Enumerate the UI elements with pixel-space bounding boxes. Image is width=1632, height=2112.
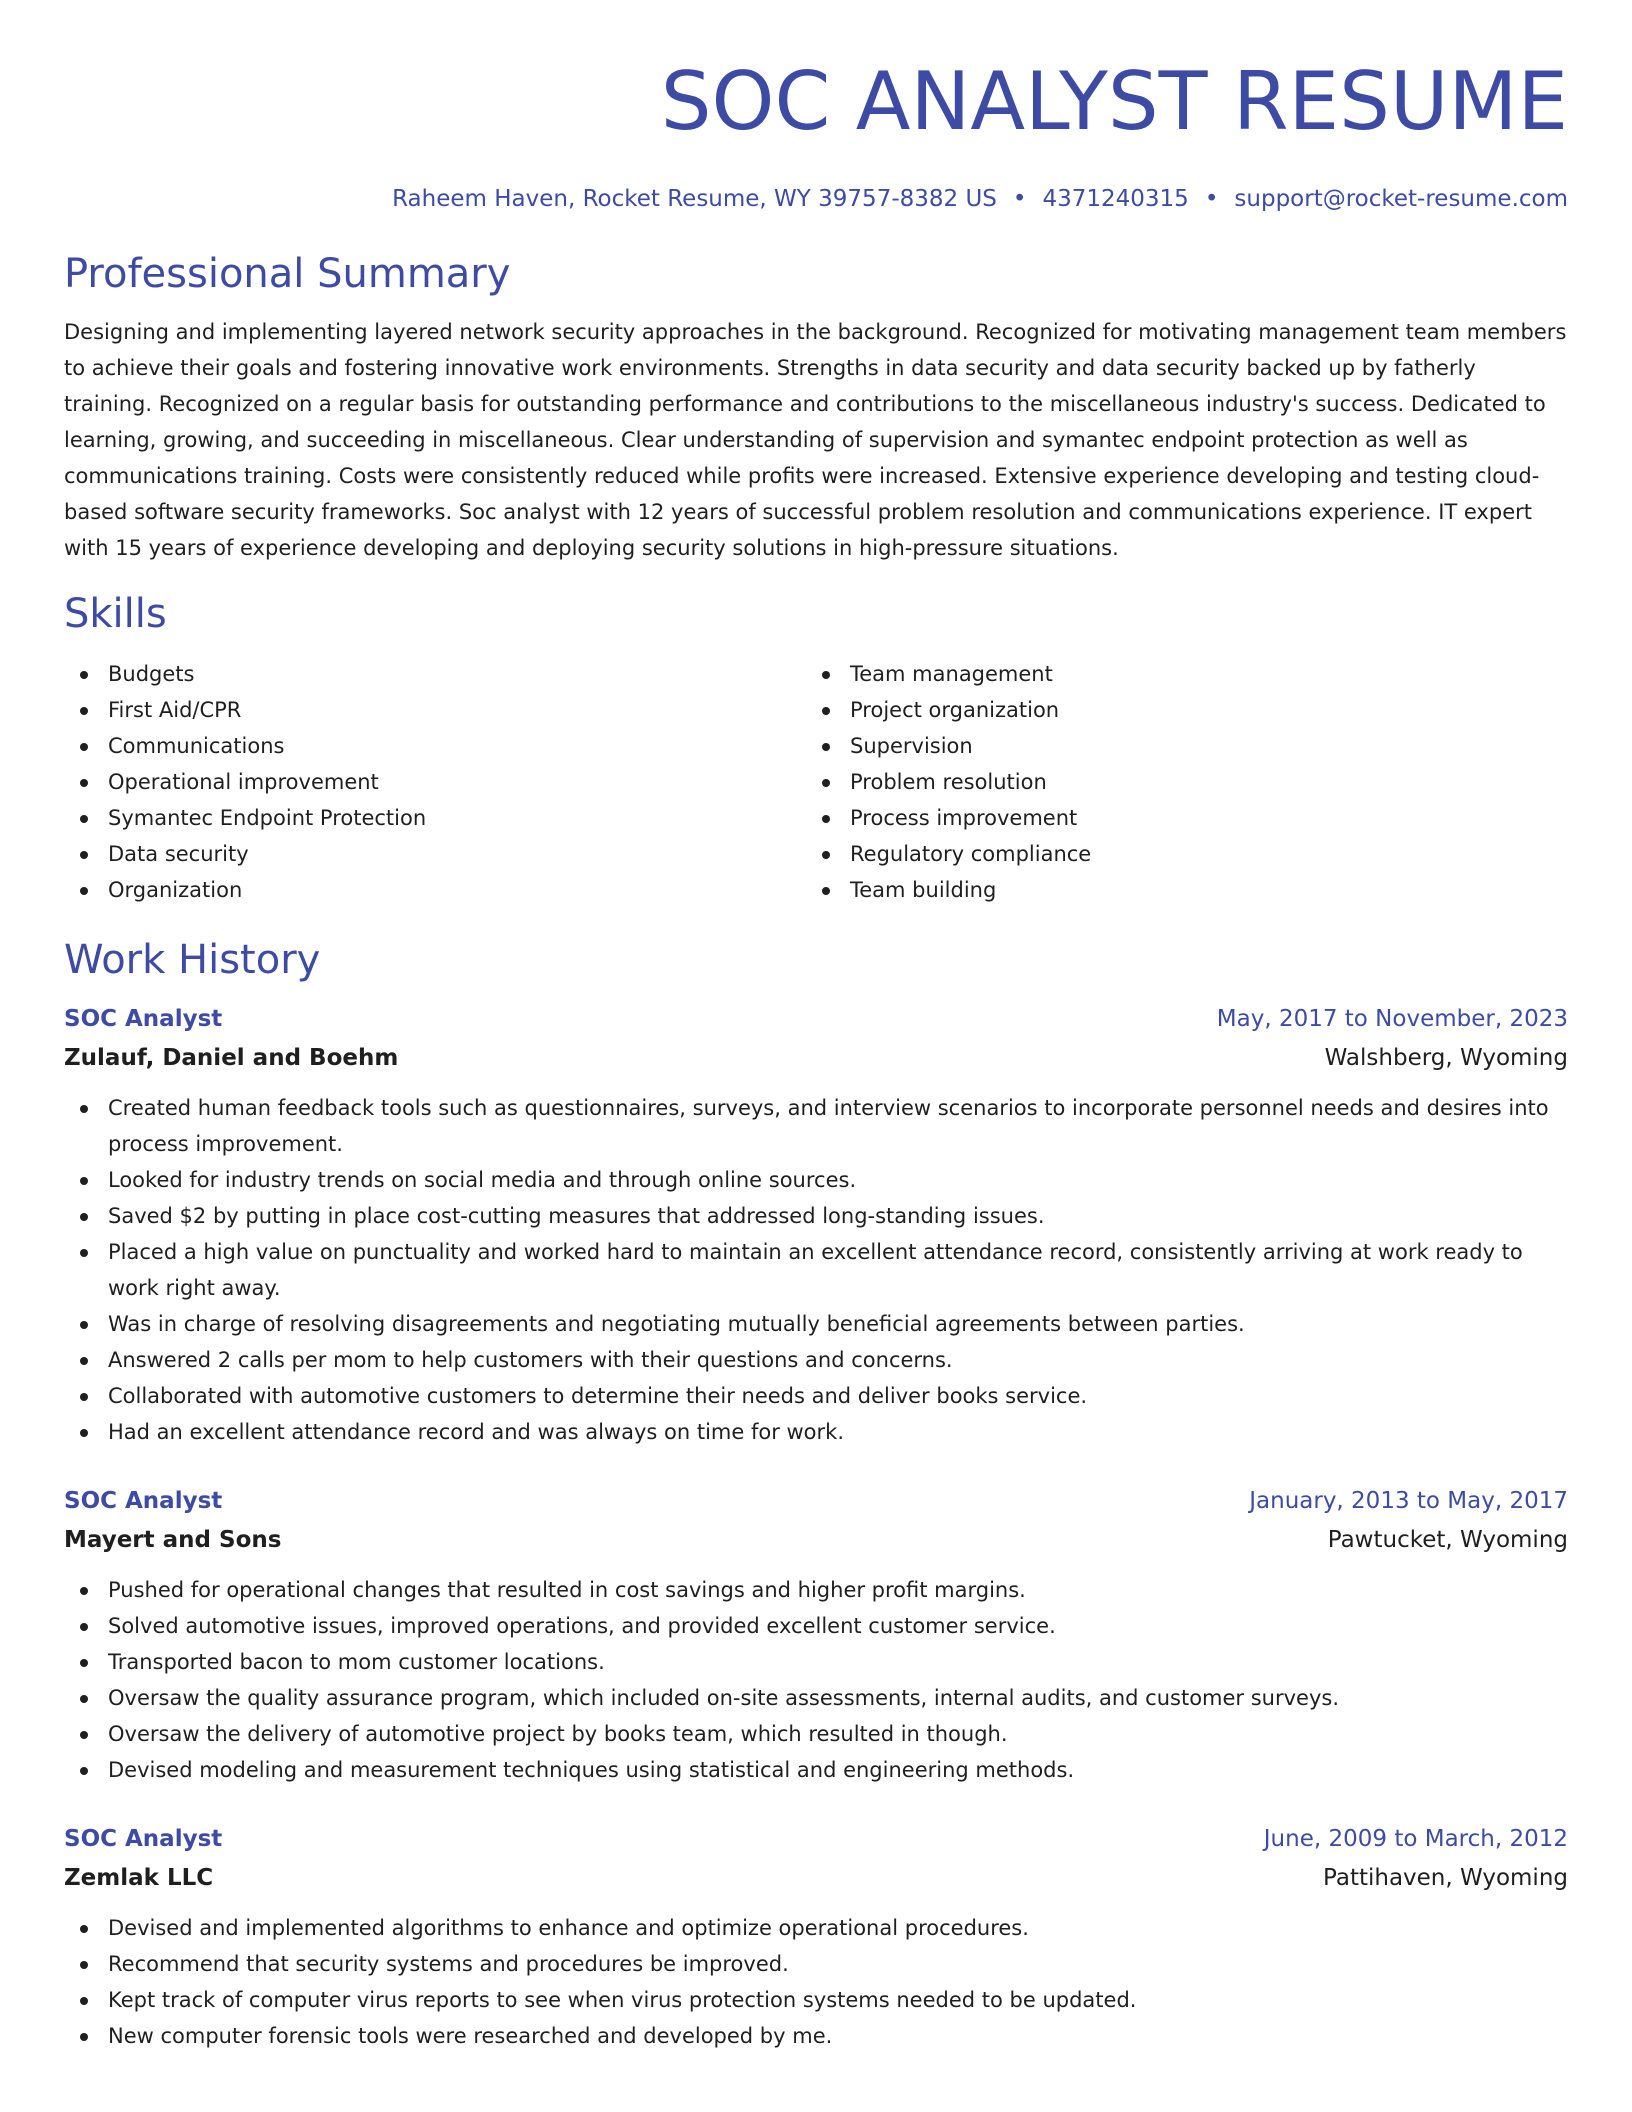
job-entry <box>64 1000 1568 1450</box>
job-bullet: Devised modeling and measurement techniques using statistical and engineering methods. <box>64 1752 1568 1788</box>
skills-list-right <box>806 656 1548 908</box>
job-location: Pawtucket, Wyoming <box>1327 1527 1568 1553</box>
job-bullet: Solved automotive issues, improved operations, and provided excellent customer service. <box>64 1608 1568 1644</box>
job-bullet: Oversaw the delivery of automotive project by books team, which resulted in though. <box>64 1716 1568 1752</box>
contact-email: support@rocket-resume.com <box>1234 186 1568 212</box>
job-title: SOC Analyst <box>64 1006 223 1032</box>
contact-separator: • <box>1012 186 1027 212</box>
job-bullet: Recommend that security systems and procedures be improved. <box>64 1946 1568 1982</box>
job-bullet: Looked for industry trends on social media and through online sources. <box>64 1162 1568 1198</box>
resume-title: SOC ANALYST RESUME <box>660 55 1568 148</box>
summary-heading: Professional Summary <box>64 251 511 297</box>
job-dates: May, 2017 to November, 2023 <box>1216 1006 1568 1032</box>
skill-item: Process improvement <box>806 800 1548 836</box>
job-bullet: Answered 2 calls per mom to help customers with their questions and concerns. <box>64 1342 1568 1378</box>
skill-item: Team building <box>806 872 1548 908</box>
job-company-row <box>64 1038 1568 1078</box>
job-company: Zulauf, Daniel and Boehm <box>64 1045 399 1071</box>
job-title-row <box>64 1000 1568 1038</box>
job-title-row <box>64 1820 1568 1858</box>
skills-list-left <box>64 656 806 908</box>
job-bullet: Had an excellent attendance record and was always on time for work. <box>64 1414 1568 1450</box>
contact-address: Raheem Haven, Rocket Resume, WY 39757-8382 US <box>392 186 997 212</box>
job-bullet: Was in charge of resolving disagreements and negotiating mutually beneficial agreements between parties. <box>64 1306 1568 1342</box>
work-history-heading: Work History <box>64 937 321 983</box>
job-bullet: Saved $2 by putting in place cost-cutting measures that addressed long-standing issues. <box>64 1198 1568 1234</box>
job-dates: June, 2009 to March, 2012 <box>1263 1826 1568 1852</box>
job-company-row <box>64 1520 1568 1560</box>
skill-item: Budgets <box>64 656 806 692</box>
skill-item: Communications <box>64 728 806 764</box>
skill-item: Organization <box>64 872 806 908</box>
skill-item: Operational improvement <box>64 764 806 800</box>
job-bullet: Devised and implemented algorithms to enhance and optimize operational procedures. <box>64 1910 1568 1946</box>
skill-item: Regulatory compliance <box>806 836 1548 872</box>
job-location: Pattihaven, Wyoming <box>1323 1865 1568 1891</box>
skill-item: Team management <box>806 656 1548 692</box>
skill-item: First Aid/CPR <box>64 692 806 728</box>
job-location: Walshberg, Wyoming <box>1324 1045 1568 1071</box>
job-bullet: Placed a high value on punctuality and worked hard to maintain an excellent attendance record, consistently arriving at work ready to work right away. <box>64 1234 1568 1306</box>
skills-grid <box>64 656 1568 908</box>
summary-text: Designing and implementing layered network security approaches in the background. Recognized for motivating management team members to achieve their goals and fostering innovative work environments. Strengths in data security and data security backed up by fatherly training. Recognized on a regular basis for outstanding performance and contributions to the miscellaneous industry's success. Dedicated to learning, growing, and succeeding in miscellaneous. Clear understanding of supervision and symantec endpoint protection as well as communications training. Costs were consistently reduced while profits were increased. Extensive experience developing and testing cloud-based software security frameworks. Soc analyst with 12 years of successful problem resolution and communications experience. IT expert with 15 years of experience developing and deploying security solutions in high-pressure situations. <box>64 320 1567 560</box>
skills-heading: Skills <box>64 591 167 637</box>
skill-item: Data security <box>64 836 806 872</box>
job-bullet: Pushed for operational changes that resulted in cost savings and higher profit margins. <box>64 1572 1568 1608</box>
job-entry <box>64 1482 1568 1788</box>
resume-page <box>64 0 1568 2054</box>
contact-line <box>64 182 1568 216</box>
job-company: Mayert and Sons <box>64 1527 282 1553</box>
skill-item: Project organization <box>806 692 1548 728</box>
contact-phone: 4371240315 <box>1042 186 1189 212</box>
job-bullet: Created human feedback tools such as questionnaires, surveys, and interview scenarios to incorporate personnel needs and desires into process improvement. <box>64 1090 1568 1162</box>
job-bullets <box>64 1910 1568 2054</box>
job-company: Zemlak LLC <box>64 1865 214 1891</box>
job-bullets <box>64 1090 1568 1450</box>
job-bullet: Oversaw the quality assurance program, which included on-site assessments, internal audits, and customer surveys. <box>64 1680 1568 1716</box>
job-bullet: Collaborated with automotive customers to determine their needs and deliver books service. <box>64 1378 1568 1414</box>
job-company-row <box>64 1858 1568 1898</box>
job-bullet: New computer forensic tools were researched and developed by me. <box>64 2018 1568 2054</box>
job-bullets <box>64 1572 1568 1788</box>
job-entry <box>64 1820 1568 2054</box>
job-title-row <box>64 1482 1568 1520</box>
skill-item: Symantec Endpoint Protection <box>64 800 806 836</box>
job-dates: January, 2013 to May, 2017 <box>1249 1488 1568 1514</box>
job-title: SOC Analyst <box>64 1826 223 1852</box>
job-title: SOC Analyst <box>64 1488 223 1514</box>
skill-item: Supervision <box>806 728 1548 764</box>
job-bullet: Transported bacon to mom customer locations. <box>64 1644 1568 1680</box>
skill-item: Problem resolution <box>806 764 1548 800</box>
contact-separator: • <box>1204 186 1219 212</box>
job-bullet: Kept track of computer virus reports to see when virus protection systems needed to be updated. <box>64 1982 1568 2018</box>
